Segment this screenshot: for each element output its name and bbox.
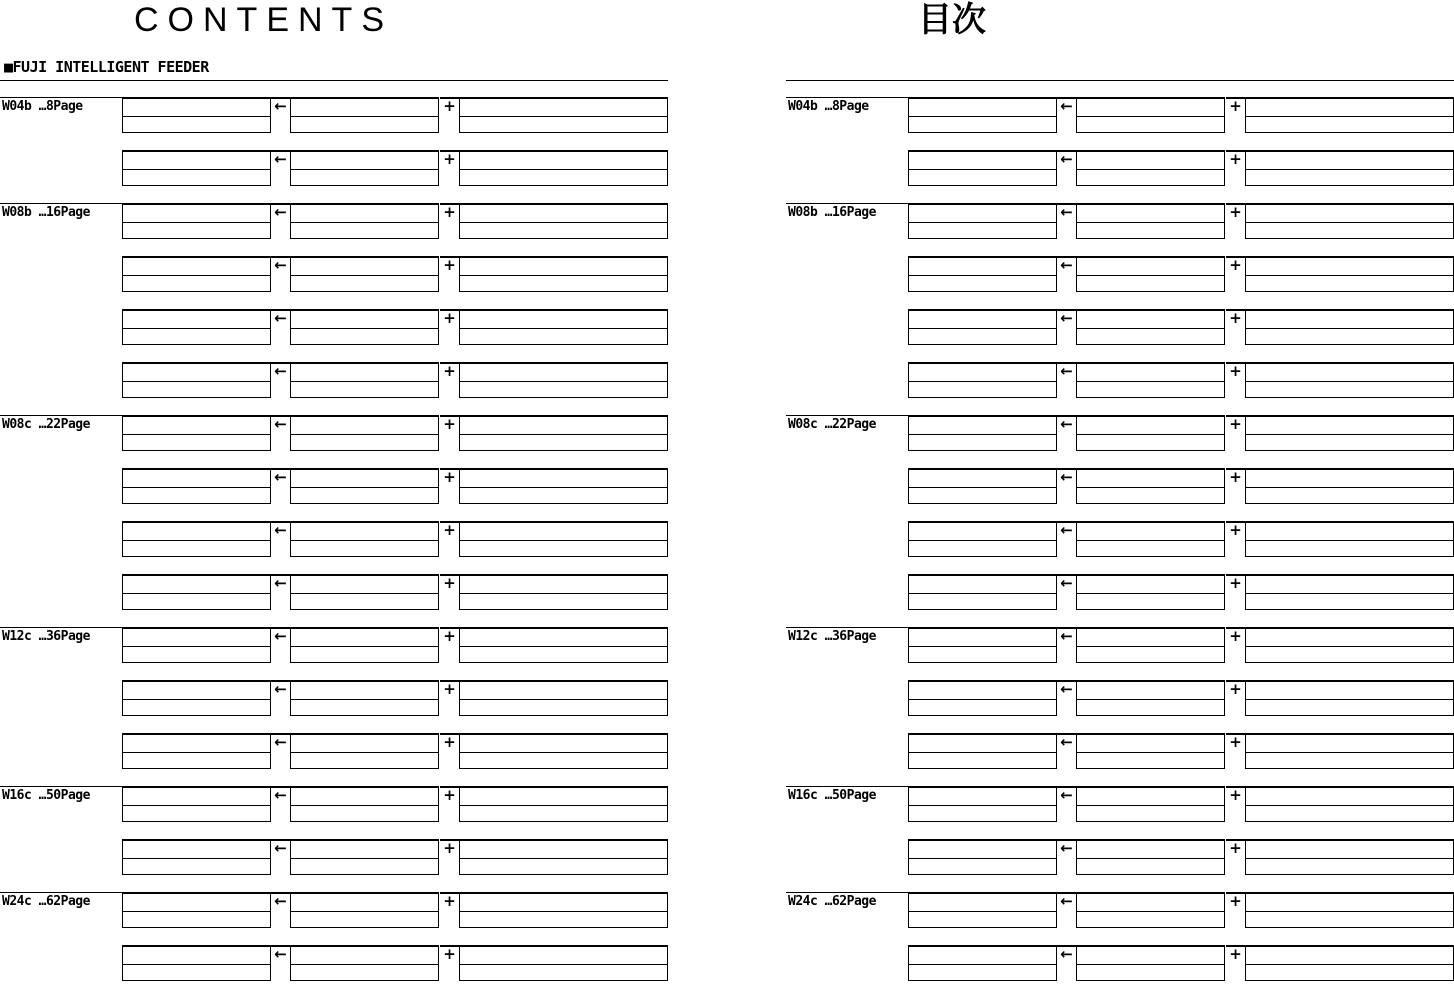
entry-box-name [908, 150, 1057, 186]
plus-icon: + [1226, 150, 1245, 168]
entry-box-part [1076, 256, 1225, 292]
entry-box-name [908, 786, 1057, 822]
contents-page-english [0, 0, 668, 983]
entry-box-detail [1245, 203, 1454, 239]
section-list [786, 97, 1454, 998]
entry-box-name [122, 786, 271, 822]
entry-box-part [290, 839, 439, 875]
entry-box-part [1076, 309, 1225, 345]
entry-box-part [1076, 415, 1225, 451]
entry-box-part [290, 256, 439, 292]
form-row [0, 574, 668, 627]
form-row [786, 574, 1454, 627]
entry-box-name [908, 945, 1057, 981]
entry-box-part [290, 468, 439, 504]
entry-box-detail [459, 574, 668, 610]
arrow-left-icon: ← [1057, 733, 1076, 751]
entry-box-name [908, 574, 1057, 610]
form-row [786, 839, 1454, 892]
section-label: W04b …8Page [788, 99, 869, 114]
plus-icon: + [1226, 362, 1245, 380]
arrow-left-icon: ← [1057, 892, 1076, 910]
entry-box-part [290, 945, 439, 981]
arrow-left-icon: ← [271, 945, 290, 963]
entry-box-part [290, 574, 439, 610]
entry-box-part [1076, 627, 1225, 663]
plus-icon: + [440, 521, 459, 539]
feeder-section [0, 627, 668, 786]
entry-box-detail [1245, 415, 1454, 451]
entry-box-name [908, 680, 1057, 716]
section-label: W16c …50Page [2, 788, 90, 803]
arrow-left-icon: ← [271, 362, 290, 380]
form-row [786, 150, 1454, 203]
plus-icon: + [440, 203, 459, 221]
entry-box-part [1076, 468, 1225, 504]
feeder-section [786, 786, 1454, 892]
entry-box-name [908, 468, 1057, 504]
form-row [786, 203, 1454, 256]
entry-box-part [290, 627, 439, 663]
entry-box-detail [459, 733, 668, 769]
form-row [0, 521, 668, 574]
plus-icon: + [440, 680, 459, 698]
plus-icon: + [440, 733, 459, 751]
entry-box-name [908, 203, 1057, 239]
arrow-left-icon: ← [1057, 839, 1076, 857]
contents-page-japanese [786, 0, 1454, 983]
form-row [786, 362, 1454, 415]
plus-icon: + [440, 839, 459, 857]
plus-icon: + [1226, 786, 1245, 804]
entry-box-name [908, 733, 1057, 769]
feeder-section [0, 415, 668, 627]
entry-box-detail [1245, 574, 1454, 610]
entry-box-detail [1245, 733, 1454, 769]
plus-icon: + [440, 945, 459, 963]
entry-box-detail [1245, 150, 1454, 186]
feeder-section [786, 97, 1454, 203]
entry-box-detail [459, 203, 668, 239]
plus-icon: + [440, 627, 459, 645]
form-row [786, 97, 1454, 150]
entry-box-name [122, 97, 271, 133]
entry-box-part [290, 362, 439, 398]
plus-icon: + [440, 892, 459, 910]
entry-box-part [1076, 892, 1225, 928]
arrow-left-icon: ← [271, 150, 290, 168]
entry-box-part [290, 309, 439, 345]
entry-box-part [290, 97, 439, 133]
plus-icon: + [1226, 415, 1245, 433]
plus-icon: + [1226, 680, 1245, 698]
entry-box-detail [459, 256, 668, 292]
entry-box-part [290, 415, 439, 451]
form-row [0, 839, 668, 892]
arrow-left-icon: ← [271, 627, 290, 645]
entry-box-part [1076, 680, 1225, 716]
entry-box-detail [1245, 521, 1454, 557]
entry-box-part [290, 786, 439, 822]
entry-box-detail [459, 309, 668, 345]
arrow-left-icon: ← [1057, 309, 1076, 327]
section-label: W04b …8Page [2, 99, 83, 114]
plus-icon: + [1226, 309, 1245, 327]
arrow-left-icon: ← [271, 521, 290, 539]
form-row [786, 521, 1454, 574]
arrow-left-icon: ← [271, 892, 290, 910]
entry-box-detail [1245, 945, 1454, 981]
plus-icon: + [1226, 203, 1245, 221]
arrow-left-icon: ← [271, 786, 290, 804]
arrow-left-icon: ← [1057, 150, 1076, 168]
arrow-left-icon: ← [1057, 627, 1076, 645]
entry-box-name [122, 892, 271, 928]
arrow-left-icon: ← [1057, 680, 1076, 698]
entry-box-detail [459, 150, 668, 186]
feeder-section [0, 786, 668, 892]
entry-box-name [122, 362, 271, 398]
form-row [786, 680, 1454, 733]
entry-box-detail [1245, 256, 1454, 292]
entry-box-part [290, 892, 439, 928]
entry-box-name [908, 256, 1057, 292]
form-row [786, 256, 1454, 309]
plus-icon: + [440, 415, 459, 433]
plus-icon: + [440, 150, 459, 168]
entry-box-name [908, 521, 1057, 557]
plus-icon: + [1226, 945, 1245, 963]
arrow-left-icon: ← [1057, 786, 1076, 804]
entry-box-detail [459, 521, 668, 557]
form-row [786, 415, 1454, 468]
form-row [786, 468, 1454, 521]
feeder-section [0, 203, 668, 415]
entry-box-detail [1245, 627, 1454, 663]
entry-box-part [1076, 150, 1225, 186]
page-title: CONTENTS [134, 1, 393, 39]
form-row [786, 945, 1454, 998]
entry-box-part [1076, 574, 1225, 610]
entry-box-part [1076, 97, 1225, 133]
entry-box-detail [1245, 468, 1454, 504]
plus-icon: + [1226, 521, 1245, 539]
section-label: W12c …36Page [788, 629, 876, 644]
entry-box-name [122, 574, 271, 610]
entry-box-detail [1245, 839, 1454, 875]
plus-icon: + [440, 256, 459, 274]
entry-box-name [122, 415, 271, 451]
entry-box-name [122, 203, 271, 239]
form-row [0, 680, 668, 733]
arrow-left-icon: ← [1057, 574, 1076, 592]
arrow-left-icon: ← [1057, 97, 1076, 115]
feeder-section [786, 627, 1454, 786]
entry-box-part [1076, 521, 1225, 557]
entry-box-name [122, 150, 271, 186]
entry-box-part [1076, 839, 1225, 875]
form-row [786, 309, 1454, 362]
entry-box-name [122, 309, 271, 345]
section-label: W08c …22Page [2, 417, 90, 432]
entry-box-name [122, 627, 271, 663]
entry-box-detail [459, 362, 668, 398]
plus-icon: + [440, 786, 459, 804]
plus-icon: + [1226, 97, 1245, 115]
entry-box-name [122, 468, 271, 504]
form-row [0, 786, 668, 839]
section-list [0, 97, 668, 998]
entry-box-part [1076, 786, 1225, 822]
plus-icon: + [440, 309, 459, 327]
arrow-left-icon: ← [271, 203, 290, 221]
entry-box-detail [1245, 309, 1454, 345]
arrow-left-icon: ← [271, 733, 290, 751]
feeder-section [0, 892, 668, 998]
entry-box-part [1076, 203, 1225, 239]
form-row [0, 415, 668, 468]
form-row [0, 945, 668, 998]
entry-box-detail [1245, 97, 1454, 133]
entry-box-part [290, 680, 439, 716]
entry-box-name [908, 309, 1057, 345]
entry-box-detail [1245, 786, 1454, 822]
arrow-left-icon: ← [1057, 362, 1076, 380]
arrow-left-icon: ← [1057, 468, 1076, 486]
entry-box-name [908, 362, 1057, 398]
entry-box-detail [459, 627, 668, 663]
arrow-left-icon: ← [271, 574, 290, 592]
section-label: W12c …36Page [2, 629, 90, 644]
entry-box-name [122, 733, 271, 769]
arrow-left-icon: ← [271, 309, 290, 327]
arrow-left-icon: ← [271, 256, 290, 274]
form-row [0, 468, 668, 521]
entry-box-part [1076, 362, 1225, 398]
section-label: W08c …22Page [788, 417, 876, 432]
entry-box-name [908, 892, 1057, 928]
entry-box-detail [459, 786, 668, 822]
entry-box-name [122, 680, 271, 716]
plus-icon: + [1226, 733, 1245, 751]
header-rule [786, 80, 1454, 81]
plus-icon: + [440, 468, 459, 486]
arrow-left-icon: ← [271, 97, 290, 115]
arrow-left-icon: ← [1057, 945, 1076, 963]
entry-box-detail [459, 468, 668, 504]
entry-box-name [908, 415, 1057, 451]
section-label: W16c …50Page [788, 788, 876, 803]
entry-box-detail [459, 892, 668, 928]
entry-box-detail [459, 839, 668, 875]
section-label: W08b …16Page [788, 205, 876, 220]
entry-box-name [122, 839, 271, 875]
form-row [0, 309, 668, 362]
arrow-left-icon: ← [271, 680, 290, 698]
entry-box-detail [1245, 892, 1454, 928]
page-subtitle: ■FUJI INTELLIGENT FEEDER [4, 58, 209, 76]
entry-box-name [908, 627, 1057, 663]
plus-icon: + [440, 574, 459, 592]
entry-box-part [290, 521, 439, 557]
plus-icon: + [1226, 256, 1245, 274]
form-row [786, 733, 1454, 786]
arrow-left-icon: ← [271, 839, 290, 857]
form-row [786, 892, 1454, 945]
feeder-section [786, 892, 1454, 998]
form-row [0, 627, 668, 680]
entry-box-name [908, 839, 1057, 875]
section-label: W24c …62Page [788, 894, 876, 909]
header-rule [0, 80, 668, 81]
form-row [786, 786, 1454, 839]
entry-box-part [1076, 945, 1225, 981]
entry-box-detail [1245, 362, 1454, 398]
form-row [0, 362, 668, 415]
entry-box-part [290, 150, 439, 186]
arrow-left-icon: ← [271, 415, 290, 433]
plus-icon: + [1226, 574, 1245, 592]
entry-box-detail [459, 415, 668, 451]
arrow-left-icon: ← [1057, 203, 1076, 221]
section-label: W08b …16Page [2, 205, 90, 220]
form-row [0, 203, 668, 256]
entry-box-name [908, 97, 1057, 133]
entry-box-part [1076, 733, 1225, 769]
plus-icon: + [1226, 468, 1245, 486]
form-row [0, 97, 668, 150]
plus-icon: + [440, 362, 459, 380]
page-title: 目次 [918, 0, 986, 40]
entry-box-name [122, 945, 271, 981]
entry-box-part [290, 203, 439, 239]
arrow-left-icon: ← [1057, 415, 1076, 433]
arrow-left-icon: ← [271, 468, 290, 486]
entry-box-part [290, 733, 439, 769]
arrow-left-icon: ← [1057, 521, 1076, 539]
entry-box-detail [459, 945, 668, 981]
entry-box-detail [1245, 680, 1454, 716]
feeder-section [0, 97, 668, 203]
form-row [0, 150, 668, 203]
section-label: W24c …62Page [2, 894, 90, 909]
form-row [0, 733, 668, 786]
plus-icon: + [440, 97, 459, 115]
entry-box-detail [459, 97, 668, 133]
form-row [0, 256, 668, 309]
arrow-left-icon: ← [1057, 256, 1076, 274]
plus-icon: + [1226, 627, 1245, 645]
plus-icon: + [1226, 839, 1245, 857]
entry-box-name [122, 256, 271, 292]
feeder-section [786, 203, 1454, 415]
entry-box-detail [459, 680, 668, 716]
entry-box-name [122, 521, 271, 557]
form-row [786, 627, 1454, 680]
form-row [0, 892, 668, 945]
plus-icon: + [1226, 892, 1245, 910]
feeder-section [786, 415, 1454, 627]
